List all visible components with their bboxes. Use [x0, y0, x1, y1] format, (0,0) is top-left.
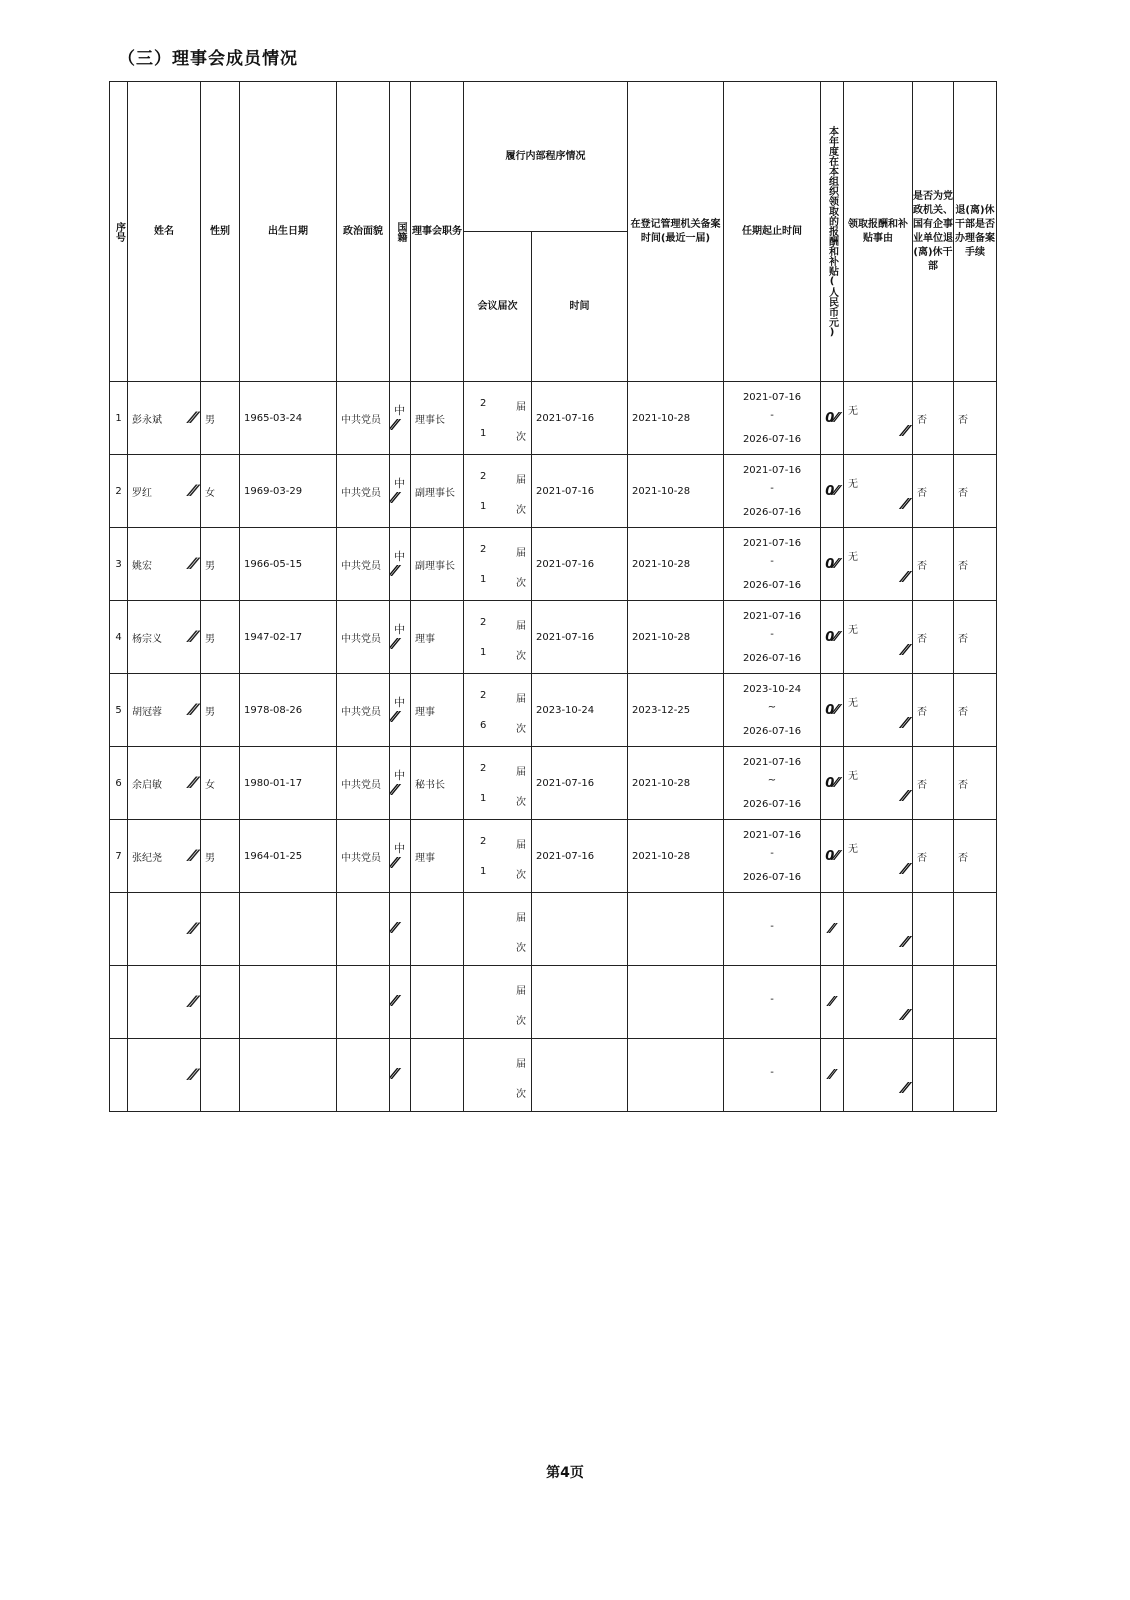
session-unit: 届 — [516, 767, 526, 778]
slash-mark-icon: ⁄⁄ — [902, 1079, 908, 1097]
table-row — [110, 528, 997, 601]
cell-position: 副理事长 — [411, 455, 464, 528]
meeting-unit: 次 — [516, 432, 526, 443]
cell-position — [411, 966, 464, 1039]
cell-political: 中共党员 — [337, 382, 390, 455]
cell-salary — [821, 820, 844, 893]
header-is-retired: 是否为党政机关、国有企事业单位退(离)休干部 — [913, 82, 954, 382]
header-procedure: 履行内部程序情况 — [464, 82, 628, 232]
reason-text: 无 — [848, 844, 858, 855]
cell-position: 理事 — [411, 674, 464, 747]
reason-text: 无 — [848, 771, 858, 782]
cell-political: 中共党员 — [337, 528, 390, 601]
session-number: 2 — [480, 690, 487, 701]
cell-birth: 1978-08-26 — [240, 674, 337, 747]
session-unit: 届 — [516, 1059, 526, 1070]
session-number: 2 — [480, 544, 487, 555]
cell-name — [128, 382, 201, 455]
cell-position: 理事 — [411, 601, 464, 674]
cell-salary — [821, 674, 844, 747]
cell-position: 秘书长 — [411, 747, 464, 820]
cell-time: 2021-07-16 — [532, 455, 628, 528]
cell-name — [128, 820, 201, 893]
cell-birth: 1964-01-25 — [240, 820, 337, 893]
cell-term — [724, 601, 821, 674]
name-text: 姚宏 — [132, 561, 152, 572]
cell-seq — [110, 893, 128, 966]
cell-filing: 2021-10-28 — [628, 820, 724, 893]
slash-mark-icon: ⁄⁄ — [392, 919, 398, 937]
slash-mark-icon: ⁄⁄ — [902, 714, 908, 732]
cell-gender: 男 — [201, 820, 240, 893]
cell-term — [724, 893, 821, 966]
cell-time: 2021-07-16 — [532, 382, 628, 455]
slash-mark-icon: ⁄⁄ — [392, 416, 398, 434]
cell-time: 2021-07-16 — [532, 528, 628, 601]
cell-term — [724, 1039, 821, 1112]
name-text: 罗红 — [132, 488, 152, 499]
session-unit: 届 — [516, 475, 526, 486]
cell-political — [337, 1039, 390, 1112]
cell-nationality — [390, 455, 411, 528]
header-time: 时间 — [532, 232, 628, 382]
cell-filing: 2023-12-25 — [628, 674, 724, 747]
slash-mark-icon: ⁄⁄ — [190, 846, 196, 865]
cell-session — [464, 1039, 532, 1112]
reason-text: 无 — [848, 698, 858, 709]
term-start: 2023-10-24 — [742, 684, 802, 695]
cell-nationality — [390, 674, 411, 747]
slash-mark-icon: ⁄⁄ — [190, 773, 196, 792]
cell-nationality — [390, 601, 411, 674]
session-number: 2 — [480, 398, 487, 409]
meeting-unit: 次 — [516, 578, 526, 589]
nationality-text: 中 — [394, 477, 405, 490]
cell-session — [464, 528, 532, 601]
cell-birth: 1980-01-17 — [240, 747, 337, 820]
cell-reason — [844, 382, 913, 455]
cell-name — [128, 528, 201, 601]
cell-session — [464, 455, 532, 528]
cell-name — [128, 601, 201, 674]
cell-salary — [821, 382, 844, 455]
cell-time: 2021-07-16 — [532, 747, 628, 820]
slash-mark-icon: ⁄⁄ — [902, 860, 908, 878]
meeting-number: 1 — [480, 647, 487, 658]
cell-filing — [628, 1039, 724, 1112]
header-meeting: 会议届次 — [464, 232, 532, 382]
slash-mark-icon: ⁄⁄ — [902, 641, 908, 659]
cell-political: 中共党员 — [337, 747, 390, 820]
board-members-table — [109, 81, 997, 1112]
cell-position: 副理事长 — [411, 528, 464, 601]
cell-seq: 3 — [110, 528, 128, 601]
meeting-unit: 次 — [516, 724, 526, 735]
term-end: 2026-07-16 — [742, 580, 802, 591]
session-unit: 届 — [516, 913, 526, 924]
header-gender: 性别 — [201, 82, 240, 382]
cell-time: 2021-07-16 — [532, 601, 628, 674]
header-term: 任期起止时间 — [724, 82, 821, 382]
cell-position: 理事 — [411, 820, 464, 893]
slash-mark-icon: ⁄⁄ — [190, 481, 196, 500]
cell-term — [724, 528, 821, 601]
cell-is-retired: 否 — [913, 747, 954, 820]
slash-mark-icon: ⁄⁄ — [392, 635, 398, 653]
term-separator: - — [770, 994, 774, 1005]
cell-seq: 1 — [110, 382, 128, 455]
slash-mark-icon: ⁄⁄ — [829, 994, 835, 1010]
cell-reason — [844, 966, 913, 1039]
term-start: 2021-07-16 — [742, 611, 802, 622]
cell-name — [128, 747, 201, 820]
slash-mark-icon: ⁄⁄ — [902, 933, 908, 951]
session-unit: 届 — [516, 621, 526, 632]
slash-mark-icon: ⁄⁄ — [902, 495, 908, 513]
reason-text: 无 — [848, 406, 858, 417]
name-text: 彭永斌 — [132, 415, 162, 426]
empty-table-row — [110, 893, 997, 966]
cell-gender: 男 — [201, 528, 240, 601]
salary-mark: 0⁄⁄ — [825, 629, 839, 645]
session-number: 2 — [480, 836, 487, 847]
cell-salary — [821, 966, 844, 1039]
salary-mark: 0⁄⁄ — [825, 410, 839, 426]
cell-political: 中共党员 — [337, 601, 390, 674]
cell-session — [464, 747, 532, 820]
session-unit: 届 — [516, 840, 526, 851]
header-position: 理事会职务 — [411, 82, 464, 382]
cell-filing: 2021-10-28 — [628, 601, 724, 674]
slash-mark-icon: ⁄⁄ — [902, 422, 908, 440]
slash-mark-icon: ⁄⁄ — [902, 1006, 908, 1024]
header-filing: 在登记管理机关备案时间(最近一届) — [628, 82, 724, 382]
session-number: 2 — [480, 471, 487, 482]
cell-reason — [844, 455, 913, 528]
cell-nationality — [390, 820, 411, 893]
cell-birth: 1969-03-29 — [240, 455, 337, 528]
header-nationality: 国籍 — [390, 82, 411, 382]
salary-mark: 0⁄⁄ — [825, 702, 839, 718]
cell-time — [532, 893, 628, 966]
cell-birth — [240, 966, 337, 1039]
header-reason: 领取报酬和补贴事由 — [844, 82, 913, 382]
cell-gender: 男 — [201, 382, 240, 455]
meeting-number: 1 — [480, 428, 487, 439]
cell-salary — [821, 893, 844, 966]
cell-nationality — [390, 528, 411, 601]
table-row — [110, 382, 997, 455]
cell-reason — [844, 601, 913, 674]
cell-gender — [201, 893, 240, 966]
session-unit: 届 — [516, 694, 526, 705]
term-start: 2021-07-16 — [742, 392, 802, 403]
cell-nationality — [390, 747, 411, 820]
cell-position: 理事长 — [411, 382, 464, 455]
cell-salary — [821, 455, 844, 528]
cell-salary — [821, 601, 844, 674]
cell-retire-filing: 否 — [954, 601, 997, 674]
session-unit: 届 — [516, 986, 526, 997]
cell-seq: 2 — [110, 455, 128, 528]
cell-political — [337, 893, 390, 966]
cell-birth: 1947-02-17 — [240, 601, 337, 674]
meeting-number: 1 — [480, 501, 487, 512]
term-separator: ~ — [767, 775, 777, 786]
cell-session — [464, 674, 532, 747]
cell-session — [464, 820, 532, 893]
cell-retire-filing: 否 — [954, 382, 997, 455]
cell-term — [724, 820, 821, 893]
term-end: 2026-07-16 — [742, 507, 802, 518]
term-separator: - — [770, 1067, 774, 1078]
cell-is-retired — [913, 893, 954, 966]
cell-retire-filing: 否 — [954, 528, 997, 601]
slash-mark-icon: ⁄⁄ — [190, 408, 196, 427]
cell-gender: 男 — [201, 601, 240, 674]
term-start: 2021-07-16 — [742, 538, 802, 549]
cell-gender: 男 — [201, 674, 240, 747]
slash-mark-icon: ⁄⁄ — [392, 781, 398, 799]
meeting-unit: 次 — [516, 651, 526, 662]
cell-birth: 1965-03-24 — [240, 382, 337, 455]
cell-birth — [240, 1039, 337, 1112]
term-separator: - — [770, 410, 774, 421]
cell-salary — [821, 747, 844, 820]
header-name: 姓名 — [128, 82, 201, 382]
session-number: 2 — [480, 617, 487, 628]
cell-retire-filing: 否 — [954, 674, 997, 747]
cell-time — [532, 1039, 628, 1112]
term-separator: - — [770, 848, 774, 859]
name-text: 张纪尧 — [132, 853, 162, 864]
meeting-number: 1 — [480, 574, 487, 585]
meeting-number: 1 — [480, 793, 487, 804]
cell-position — [411, 1039, 464, 1112]
cell-seq: 5 — [110, 674, 128, 747]
nationality-text: 中 — [394, 696, 405, 709]
slash-mark-icon: ⁄⁄ — [190, 919, 196, 938]
cell-seq — [110, 1039, 128, 1112]
cell-name — [128, 674, 201, 747]
reason-text: 无 — [848, 625, 858, 636]
cell-birth: 1966-05-15 — [240, 528, 337, 601]
slash-mark-icon: ⁄⁄ — [392, 1065, 398, 1083]
cell-filing: 2021-10-28 — [628, 382, 724, 455]
table-row — [110, 674, 997, 747]
table-row — [110, 455, 997, 528]
cell-is-retired — [913, 966, 954, 1039]
term-end: 2026-07-16 — [742, 872, 802, 883]
cell-term — [724, 382, 821, 455]
cell-political — [337, 966, 390, 1039]
cell-salary — [821, 528, 844, 601]
salary-mark: 0⁄⁄ — [825, 556, 839, 572]
cell-gender — [201, 966, 240, 1039]
cell-time: 2023-10-24 — [532, 674, 628, 747]
nationality-text: 中 — [394, 550, 405, 563]
header-salary: 本年度在本组织领取的报酬和补贴(人民币元) — [821, 82, 844, 382]
cell-position — [411, 893, 464, 966]
salary-mark: 0⁄⁄ — [825, 848, 839, 864]
cell-retire-filing: 否 — [954, 747, 997, 820]
term-start: 2021-07-16 — [742, 757, 802, 768]
empty-table-row — [110, 966, 997, 1039]
cell-time — [532, 966, 628, 1039]
section-title: （三）理事会成员情况 — [118, 49, 298, 69]
name-text: 余启敏 — [132, 780, 162, 791]
session-unit: 届 — [516, 548, 526, 559]
slash-mark-icon: ⁄⁄ — [190, 992, 196, 1011]
cell-gender — [201, 1039, 240, 1112]
nationality-text: 中 — [394, 769, 405, 782]
reason-text: 无 — [848, 479, 858, 490]
nationality-text: 中 — [394, 623, 405, 636]
cell-is-retired — [913, 1039, 954, 1112]
cell-retire-filing: 否 — [954, 820, 997, 893]
cell-seq: 4 — [110, 601, 128, 674]
meeting-unit: 次 — [516, 797, 526, 808]
cell-retire-filing — [954, 966, 997, 1039]
cell-session — [464, 382, 532, 455]
term-end: 2026-07-16 — [742, 434, 802, 445]
cell-political: 中共党员 — [337, 820, 390, 893]
slash-mark-icon: ⁄⁄ — [190, 627, 196, 646]
slash-mark-icon: ⁄⁄ — [392, 489, 398, 507]
cell-reason — [844, 747, 913, 820]
cell-nationality — [390, 382, 411, 455]
cell-gender: 女 — [201, 747, 240, 820]
slash-mark-icon: ⁄⁄ — [392, 992, 398, 1010]
meeting-unit: 次 — [516, 1016, 526, 1027]
cell-term — [724, 455, 821, 528]
term-separator: - — [770, 483, 774, 494]
cell-term — [724, 674, 821, 747]
table-row — [110, 601, 997, 674]
header-seq: 序号 — [110, 82, 128, 382]
term-separator: - — [770, 921, 774, 932]
cell-session — [464, 893, 532, 966]
cell-term — [724, 966, 821, 1039]
header-retire-filing: 退(离)休干部是否办理备案手续 — [954, 82, 997, 382]
cell-reason — [844, 820, 913, 893]
slash-mark-icon: ⁄⁄ — [902, 787, 908, 805]
table-row — [110, 820, 997, 893]
table-row — [110, 747, 997, 820]
slash-mark-icon: ⁄⁄ — [392, 708, 398, 726]
slash-mark-icon: ⁄⁄ — [829, 921, 835, 937]
header-political: 政治面貌 — [337, 82, 390, 382]
cell-political: 中共党员 — [337, 674, 390, 747]
cell-name — [128, 893, 201, 966]
cell-reason — [844, 528, 913, 601]
cell-filing — [628, 966, 724, 1039]
cell-term — [724, 747, 821, 820]
salary-mark: 0⁄⁄ — [825, 483, 839, 499]
meeting-unit: 次 — [516, 943, 526, 954]
name-text: 杨宗义 — [132, 634, 162, 645]
meeting-unit: 次 — [516, 505, 526, 516]
name-text: 胡冠蓉 — [132, 707, 162, 718]
cell-filing: 2021-10-28 — [628, 455, 724, 528]
meeting-number: 1 — [480, 866, 487, 877]
nationality-text: 中 — [394, 842, 405, 855]
session-unit: 届 — [516, 402, 526, 413]
term-separator: - — [770, 629, 774, 640]
cell-name — [128, 966, 201, 1039]
session-number: 2 — [480, 763, 487, 774]
cell-reason — [844, 893, 913, 966]
cell-seq: 7 — [110, 820, 128, 893]
cell-time: 2021-07-16 — [532, 820, 628, 893]
cell-filing — [628, 893, 724, 966]
page-number: 第4页 — [546, 1465, 584, 1481]
cell-nationality — [390, 966, 411, 1039]
cell-retire-filing: 否 — [954, 455, 997, 528]
slash-mark-icon: ⁄⁄ — [392, 854, 398, 872]
slash-mark-icon: ⁄⁄ — [190, 700, 196, 719]
cell-filing: 2021-10-28 — [628, 747, 724, 820]
meeting-unit: 次 — [516, 1089, 526, 1100]
cell-filing: 2021-10-28 — [628, 528, 724, 601]
cell-salary — [821, 1039, 844, 1112]
reason-text: 无 — [848, 552, 858, 563]
cell-session — [464, 601, 532, 674]
cell-is-retired: 否 — [913, 528, 954, 601]
slash-mark-icon: ⁄⁄ — [190, 554, 196, 573]
term-start: 2021-07-16 — [742, 830, 802, 841]
cell-is-retired: 否 — [913, 382, 954, 455]
cell-political: 中共党员 — [337, 455, 390, 528]
cell-name — [128, 1039, 201, 1112]
cell-nationality — [390, 893, 411, 966]
term-separator: ~ — [767, 702, 777, 713]
term-start: 2021-07-16 — [742, 465, 802, 476]
cell-retire-filing — [954, 1039, 997, 1112]
term-end: 2026-07-16 — [742, 726, 802, 737]
cell-birth — [240, 893, 337, 966]
cell-is-retired: 否 — [913, 674, 954, 747]
meeting-unit: 次 — [516, 870, 526, 881]
term-separator: - — [770, 556, 774, 567]
slash-mark-icon: ⁄⁄ — [902, 568, 908, 586]
cell-session — [464, 966, 532, 1039]
meeting-number: 6 — [480, 720, 487, 731]
slash-mark-icon: ⁄⁄ — [829, 1067, 835, 1083]
slash-mark-icon: ⁄⁄ — [190, 1065, 196, 1084]
salary-mark: 0⁄⁄ — [825, 775, 839, 791]
empty-table-row — [110, 1039, 997, 1112]
header-birth: 出生日期 — [240, 82, 337, 382]
cell-is-retired: 否 — [913, 820, 954, 893]
term-end: 2026-07-16 — [742, 799, 802, 810]
cell-gender: 女 — [201, 455, 240, 528]
cell-name — [128, 455, 201, 528]
slash-mark-icon: ⁄⁄ — [392, 562, 398, 580]
cell-reason — [844, 1039, 913, 1112]
cell-nationality — [390, 1039, 411, 1112]
cell-is-retired: 否 — [913, 455, 954, 528]
nationality-text: 中 — [394, 404, 405, 417]
cell-reason — [844, 674, 913, 747]
cell-seq — [110, 966, 128, 1039]
cell-is-retired: 否 — [913, 601, 954, 674]
cell-seq: 6 — [110, 747, 128, 820]
term-end: 2026-07-16 — [742, 653, 802, 664]
cell-retire-filing — [954, 893, 997, 966]
